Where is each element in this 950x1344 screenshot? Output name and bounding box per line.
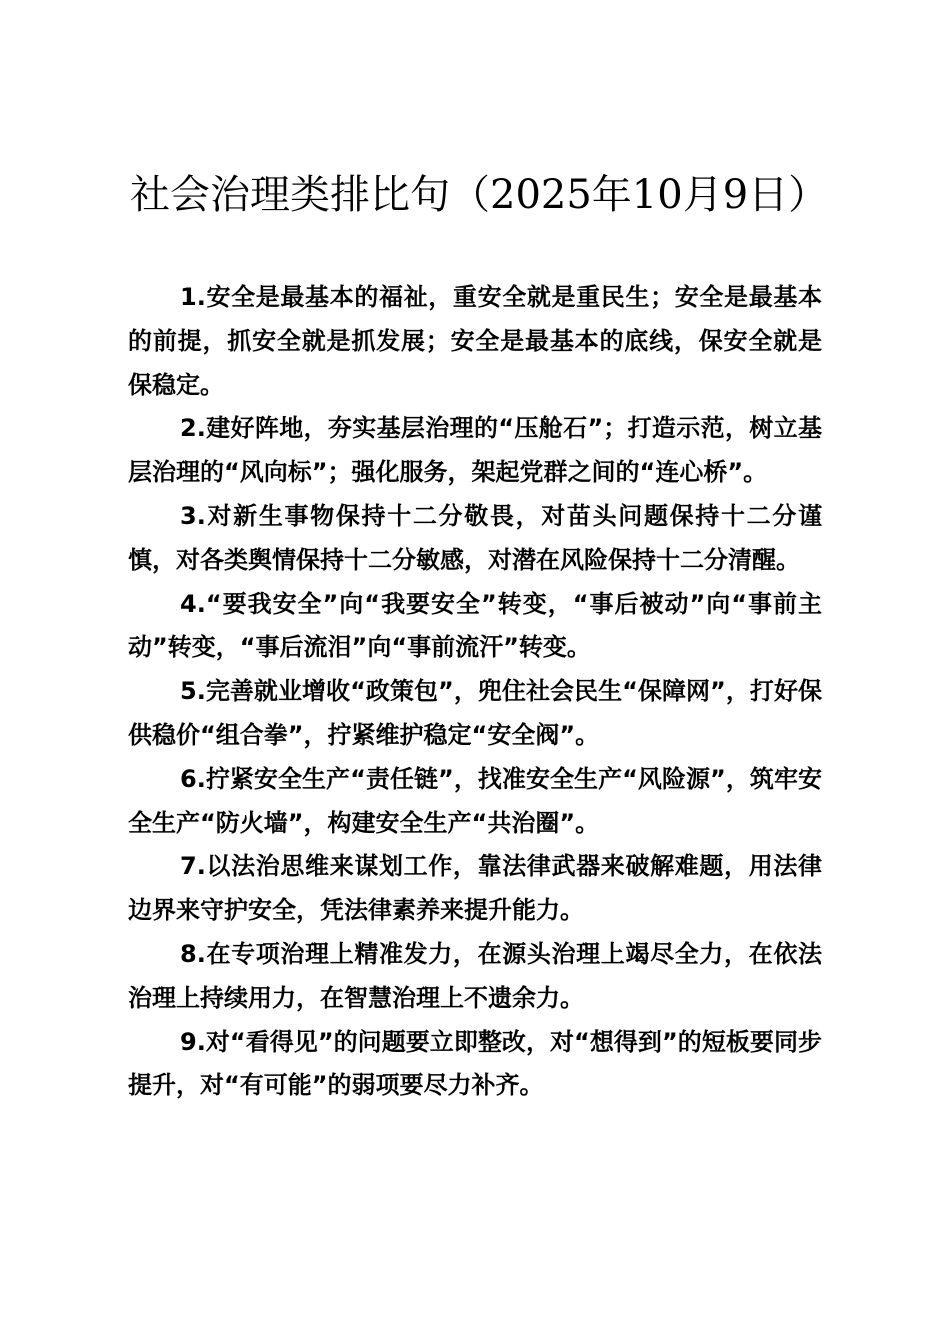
document-body bbox=[128, 276, 822, 1108]
paragraph-5: 5.完善就业增收“政策包”，兜住社会民生“保障网”，打好保供稳价“组合拳”，拧紧维护稳定“安全阀”。 bbox=[128, 677, 822, 749]
paragraph-4: 4.“要我安全”向“我要安全”转变，“事后被动”向“事前主动”转变，“事后流泪”向“事前流汗”转变。 bbox=[128, 589, 822, 662]
paragraph-8: 8.在专项治理上精准发力，在源头治理上竭尽全力，在依法治理上持续用力，在智慧治理上不遗余力。 bbox=[128, 939, 822, 1012]
paragraph-1: 1.安全是最基本的福祉，重安全就是重民生；安全是最基本的前提，抓安全就是抓发展；安全是最基本的底线，保安全就是保稳定。 bbox=[128, 283, 822, 399]
paragraph-7: 7.以法治思维来谋划工作，靠法律武器来破解难题，用法律边界来守护安全，凭法律素养来提升能力。 bbox=[128, 852, 822, 925]
paragraph-3: 3.对新生事物保持十二分敬畏，对苗头问题保持十二分谨慎，对各类舆情保持十二分敏感，对潜在风险保持十二分清醒。 bbox=[128, 501, 822, 574]
paragraph-2: 2.建好阵地，夯实基层治理的“压舱石”；打造示范，树立基层治理的“风向标”；强化服务，架起党群之间的“连心桥”。 bbox=[128, 414, 822, 487]
paragraph-6: 6.拧紧安全生产“责任链”，找准安全生产“风险源”，筑牢安全生产“防火墙”，构建安全生产“共治圈”。 bbox=[128, 764, 822, 837]
document-title: 社会治理类排比句（2025年10月9日） bbox=[130, 172, 829, 218]
paragraph-9: 9.对“看得见”的问题要立即整改，对“想得到”的短板要同步提升，对“有可能”的弱项要尽力补齐。 bbox=[128, 1027, 822, 1100]
